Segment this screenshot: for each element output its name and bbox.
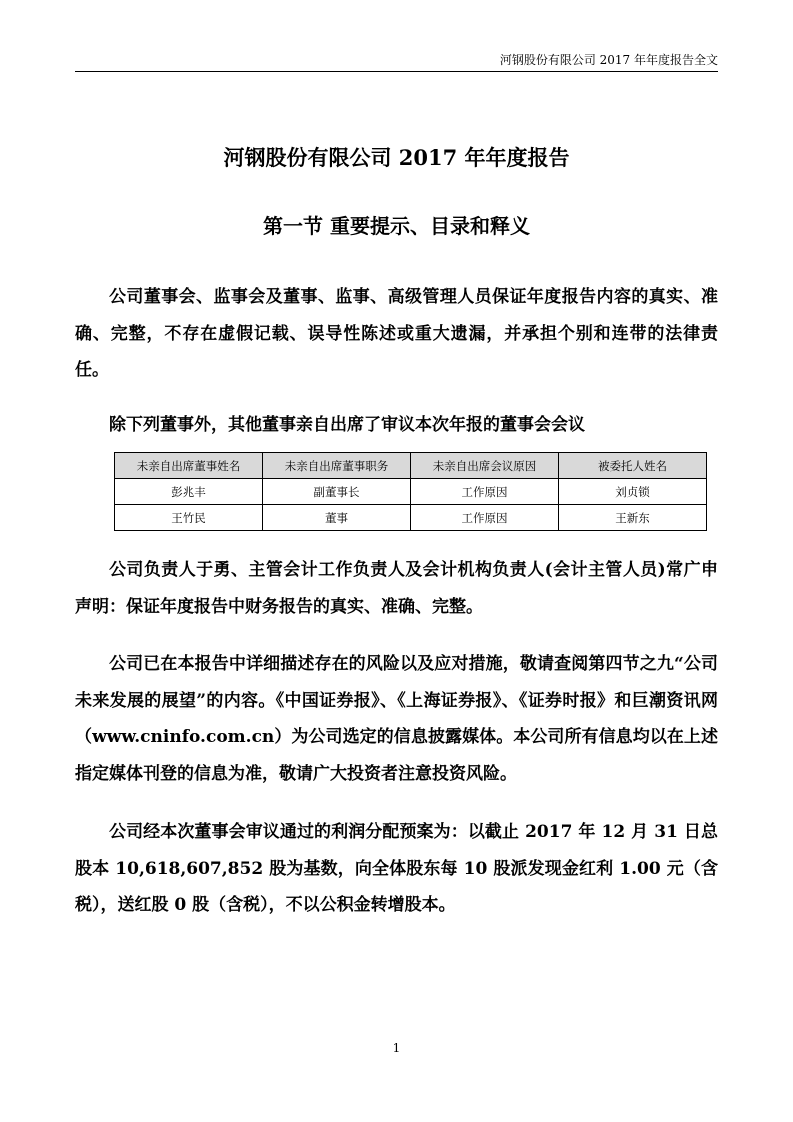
- column-header: 被委托人姓名: [559, 453, 707, 479]
- absent-directors-table: [114, 452, 707, 531]
- paragraph-risk-and-media: 公司已在本报告中详细描述存在的风险以及应对措施，敬请查阅第四节之九“公司未来发展的展望”的内容。《中国证券报》、《上海证券报》、《证券时报》和巨潮资讯网（www.cninfo.com.cn）为公司选定的信息披露媒体。本公司所有信息均以在上述指定媒体刊登的信息为准，敬请广大投资者注意投资风险。: [75, 654, 718, 784]
- table-cell: 副董事长: [263, 479, 411, 505]
- table-cell: 工作原因: [411, 505, 559, 531]
- column-header: 未亲自出席董事姓名: [115, 453, 263, 479]
- table-cell: 彭兆丰: [115, 479, 263, 505]
- paragraph-financial-statement-declaration: 公司负责人于勇、主管会计工作负责人及会计机构负责人(会计主管人员)常广申声明：保证年度报告中财务报告的真实、准确、完整。: [75, 560, 718, 617]
- column-header: 未亲自出席董事职务: [263, 453, 411, 479]
- column-header: 未亲自出席会议原因: [411, 453, 559, 479]
- paragraph-profit-distribution: 公司经本次董事会审议通过的利润分配预案为：以截止 2017 年 12 月 31 日总股本 10,618,607,852 股为基数，向全体股东每 10 股派发现金红利 1.00 元（含税），送红股 0 股（含税），不以公积金转增股本。: [75, 822, 718, 915]
- document-title: 河钢股份有限公司 2017 年年度报告: [223, 145, 570, 170]
- page-number: 1: [392, 1041, 401, 1055]
- running-header: 河钢股份有限公司 2017 年年度报告全文: [499, 53, 718, 67]
- section-title: 第一节 重要提示、目录和释义: [263, 214, 530, 238]
- table-row: [115, 479, 707, 505]
- table-cell: 董事: [263, 505, 411, 531]
- paragraph-responsibility-statement: 公司董事会、监事会及董事、监事、高级管理人员保证年度报告内容的真实、准确、完整，不存在虚假记载、误导性陈述或重大遗漏，并承担个别和连带的法律责任。: [75, 287, 718, 380]
- table-header-row: [115, 453, 707, 479]
- paragraph-absent-directors-intro: 除下列董事外，其他董事亲自出席了审议本次年报的董事会会议: [109, 415, 585, 435]
- table-cell: 刘贞锁: [559, 479, 707, 505]
- table-cell: 王新东: [559, 505, 707, 531]
- table-row: [115, 505, 707, 531]
- table-cell: 工作原因: [411, 479, 559, 505]
- table-cell: 王竹民: [115, 505, 263, 531]
- header-divider: [75, 71, 718, 72]
